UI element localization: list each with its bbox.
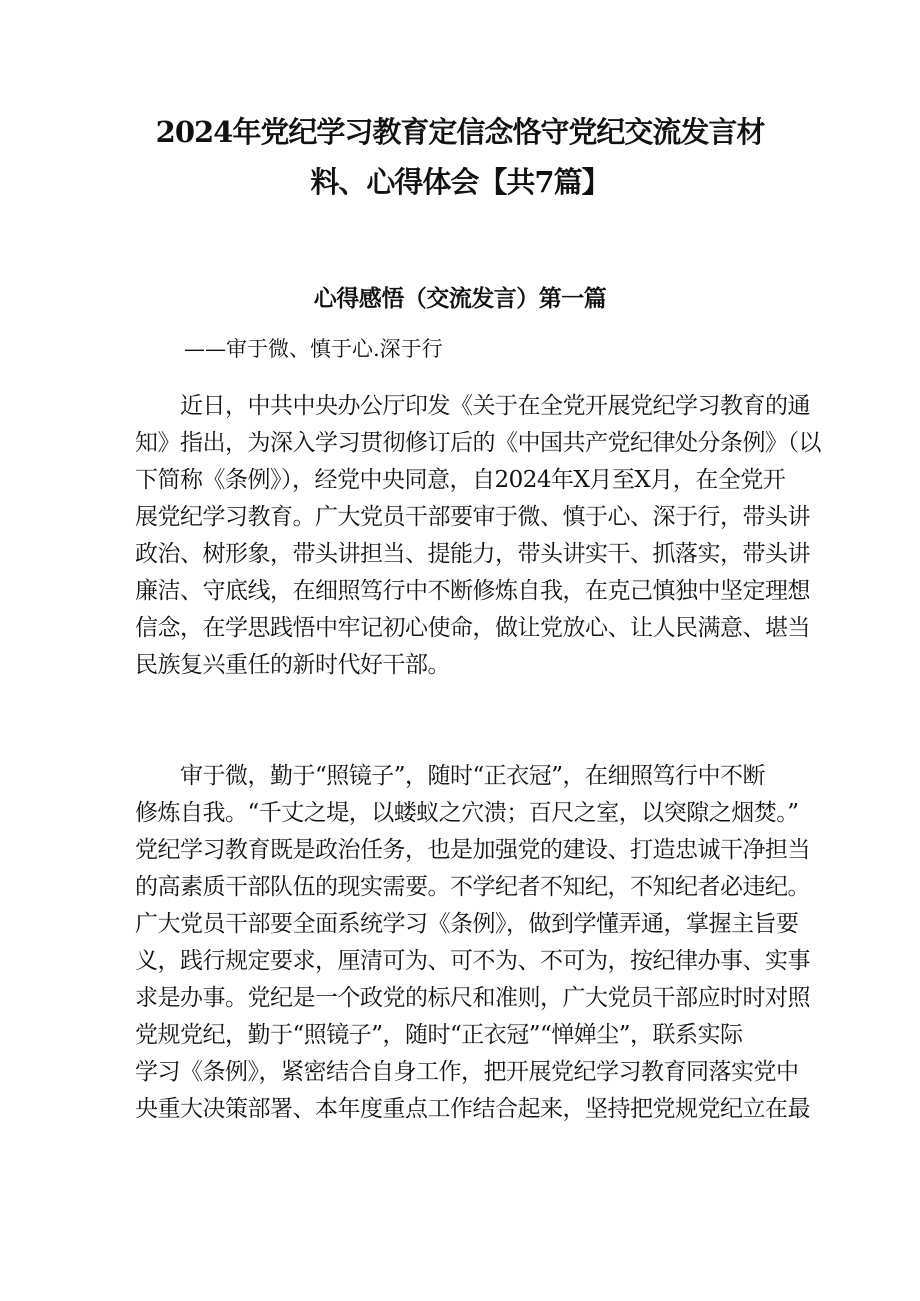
document-title-line-2: 料、心得体会【共7篇】: [310, 165, 610, 199]
body-paragraph-1: [135, 388, 821, 684]
paragraph-line: 廉洁、守底线，在细照笃行中不断修炼自我，在克己慎独中坚定理想: [135, 578, 810, 604]
paragraph-line: 广大党员干部要全面系统学习《条例》，做到学懂弄通，掌握主旨要: [135, 911, 799, 937]
paragraph-line: 修炼自我。“千丈之堤，以蝼蚁之穴溃；百尺之室，以突隙之烟焚。”: [135, 800, 799, 826]
paragraph-line: 下简称《条例》），经党中央同意，自2024年X月至X月，在全党开: [135, 467, 786, 493]
paragraph-line: 的高素质干部队伍的现实需要。不学纪者不知纪，不知纪者必违纪。: [135, 874, 810, 900]
section-subtitle: ——审于微、慎于心.深于行: [184, 337, 443, 361]
paragraph-line: 党规党纪，勤于“照镜子”，随时“正衣冠”“惮婵尘”，联系实际: [135, 1022, 743, 1048]
paragraph-line: 党纪学习教育既是政治任务，也是加强党的建设、打造忠诚干净担当: [135, 837, 810, 863]
document-title-line-1: 2024年党纪学习教育定信念恪守党纪交流发言材: [155, 115, 765, 149]
paragraph-line: 义，践行规定要求，厘清可为、可不为、不可为，按纪律办事、实事: [135, 948, 810, 974]
section-heading: 心得感悟（交流发言）第一篇: [313, 286, 607, 312]
paragraph-line: 学习《条例》，紧密结合自身工作，把开展党纪学习教育同落实党中: [135, 1059, 799, 1085]
paragraph-line: 知》指出，为深入学习贯彻修订后的《中国共产党纪律处分条例》（以: [135, 430, 821, 456]
paragraph-line: 信念，在学思践悟中牢记初心使命，做让党放心、让人民满意、堪当: [135, 615, 810, 641]
paragraph-line: 展党纪学习教育。广大党员干部要审于微、慎于心、深于行，带头讲: [135, 504, 810, 530]
paragraph-line: 民族复兴重任的新时代好干部。: [135, 652, 450, 678]
paragraph-line: 央重大决策部署、本年度重点工作结合起来，坚持把党规党纪立在最: [135, 1096, 810, 1122]
paragraph-line: 政治、树形象，带头讲担当、提能力，带头讲实干、抓落实，带头讲: [135, 541, 810, 567]
paragraph-line: 审于微，勤于“照镜子”，随时“正衣冠”，在细照笃行中不断: [135, 763, 766, 789]
paragraph-line: 求是办事。党纪是一个政党的标尺和准则，广大党员干部应时时对照: [135, 985, 810, 1011]
body-paragraph-2: [135, 758, 810, 1128]
paragraph-line: 近日，中共中央办公厅印发《关于在全党开展党纪学习教育的通: [135, 393, 810, 419]
